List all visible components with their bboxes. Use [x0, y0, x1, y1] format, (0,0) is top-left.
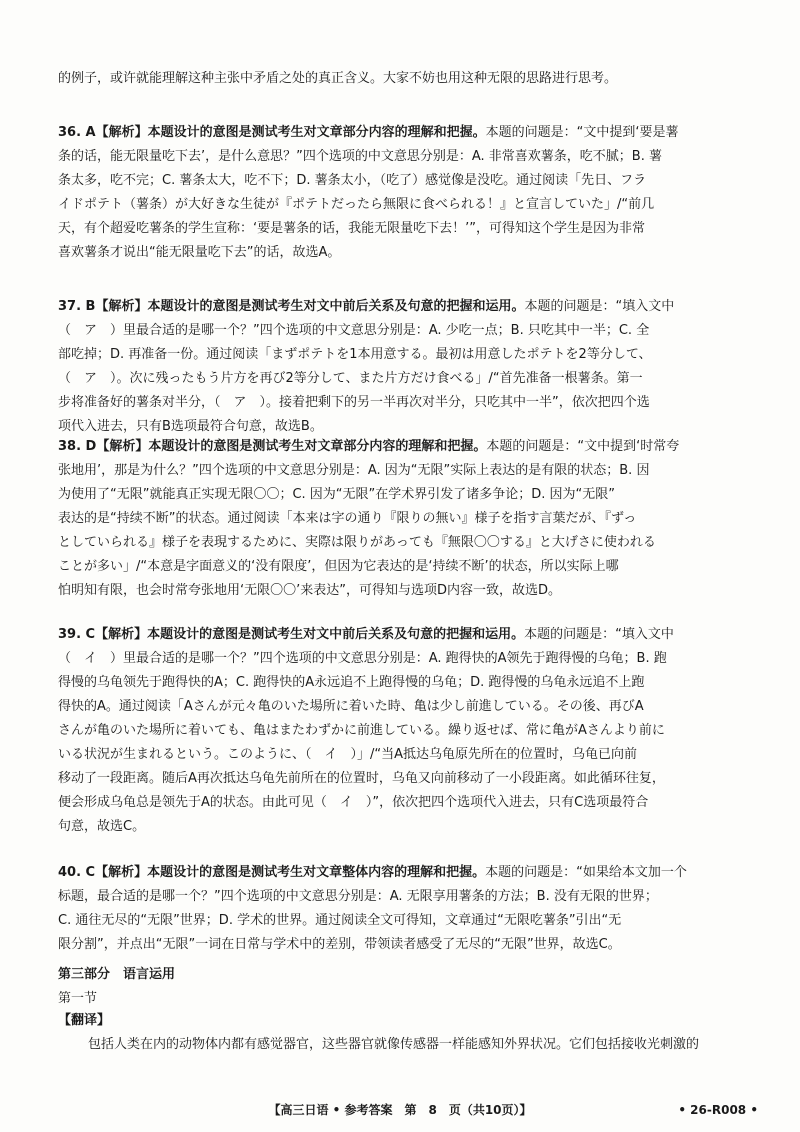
q38-line-1: 38. D【解析】本题设计的意图是测试考生对文章部分内容的理解和把握。本题的问题是：“文中提到‘时常夸 — [58, 439, 680, 454]
q37-line-3: 部吃掉；D. 再准备一份。通过阅读「まずポテトを1本用意する。最初は用意したポテトを2等分して、 — [58, 347, 652, 362]
q38-heading: 38. D【解析】本题设计的意图是测试考生对文章部分内容的理解和把握。 — [58, 439, 487, 454]
q36-line-5: 天，有个超爱吃薯条的学生宣称：‘要是薯条的话，我能无限量吃下去！’”，可得知这个学生是因为非常 — [58, 221, 646, 236]
q39-heading: 39. C【解析】本题设计的意图是测试考生对文中前后关系及句意的把握和运用。 — [58, 627, 525, 642]
q40-heading: 40. C【解析】本题设计的意图是测试考生对文章整体内容的理解和把握。 — [58, 865, 486, 880]
q39-line-4: 得快的A。通过阅读「Aさんが元々亀のいた場所に着いた時、亀は少し前進している。その後、再びA — [58, 699, 644, 714]
q40-line-4: 限分割”，并点出“无限”一词在日常与学术中的差别，带领读者感受了无尽的“无限”世界，故选C。 — [58, 937, 621, 952]
q37-line-1: 37. B【解析】本题设计的意图是测试考生对文中前后关系及句意的把握和运用。本题的问题是：“填入文中 — [58, 299, 675, 314]
q36-line-6: 喜欢薯条才说出“能无限量吃下去”的话，故选A。 — [58, 245, 341, 260]
q39-line-6: いる状況が生まれるという。このように、（ イ ）」/“当A抵达乌龟原先所在的位置时，乌龟已向前 — [58, 747, 638, 762]
translation-label: 【翻译】 — [58, 1013, 111, 1028]
q39-line-3: 得慢的乌龟领先于跑得快的A；C. 跑得快的A永远追不上跑得慢的乌龟；D. 跑得慢的乌龟永远追不上跑 — [58, 675, 645, 690]
q38-line-4: 表达的是“持续不断”的状态。通过阅读「本来は字の通り『限りの無い』様子を指す言葉だが、『ずっ — [58, 511, 637, 526]
section-heading: 第三部分 语言运用 — [58, 967, 176, 982]
q40-line-3: C. 通往无尽的“无限”世界；D. 学术的世界。通过阅读全文可得知，文章通过“无限吃薯条”引出“无 — [58, 913, 622, 928]
q40-line-2: 标题，最合适的是哪一个？”四个选项的中文意思分别是：A. 无限享用薯条的方法；B. 没有无限的世界； — [58, 889, 658, 904]
q39-line-7: 移动了一段距离。随后A再次抵达乌龟先前所在的位置时，乌龟又向前移动了一小段距离。如此循环往复， — [58, 771, 665, 786]
q39-line-8: 便会形成乌龟总是领先于A的状态。由此可见（ イ ）”，依次把四个选项代入进去，只有C选项最符合 — [58, 795, 649, 810]
q39-line-2: （ イ ）里最合适的是哪一个？”四个选项的中文意思分别是：A. 跑得快的A领先于跑得慢的乌龟；B. 跑 — [58, 651, 667, 666]
q40-line-1: 40. C【解析】本题设计的意图是测试考生对文章整体内容的理解和把握。本题的问题是：“如果给本文加一个 — [58, 865, 687, 880]
q36-line-1: 36. A【解析】本题设计的意图是测试考生对文章部分内容的理解和把握。本题的问题是：“文中提到‘要是薯 — [58, 125, 679, 140]
intro-line: 的例子，或许就能理解这种主张中矛盾之处的真正含义。大家不妨也用这种无限的思路进行思考。 — [58, 71, 618, 86]
q36-line-2: 条的话，能无限量吃下去’，是什么意思？”四个选项的中文意思分别是：A. 非常喜欢薯条，吃不腻；B. 薯 — [58, 149, 662, 164]
q38-line-6: ことが多い」/“本意是字面意义的‘没有限度’，但因为它表达的是‘持续不断’的状态，所以实际上哪 — [58, 559, 619, 574]
q39-line-9: 句意，故选C。 — [58, 819, 146, 834]
footer-title: 【高三日语 • 参考答案 第 8 页（共10页）】 — [268, 1103, 532, 1117]
subsection-heading: 第一节 — [58, 991, 98, 1006]
translation-line-1: 包括人类在内的动物体内都有感觉器官，这些器官就像传感器一样能感知外界状况。它们包括接收光刺激的 — [88, 1037, 700, 1052]
q38-line-3: 为使用了“无限”就能真正实现无限〇〇；C. 因为“无限”在学术界引发了诸多争论；D. 因为“无限” — [58, 487, 616, 502]
q36-line-3: 条太多，吃不完；C. 薯条太大，吃不下；D. 薯条太小，（吃了）感觉像是没吃。通过阅读「先日、フラ — [58, 173, 647, 188]
q37-line-6: 项代入进去，只有B选项最符合句意，故选B。 — [58, 419, 323, 434]
q38-line-7: 怕明知有限，也会时常夸张地用‘无限〇〇’来表达”，可得知与选项D内容一致，故选D。 — [58, 583, 562, 598]
q39-line-5: さんが亀のいた場所に着いても、亀はまたわずかに前進している。繰り返せば、常に亀がAさんより前に — [58, 723, 665, 738]
q36-line-4: イドポテト（薯条）が大好きな生徒が『ポテトだったら無限に食べられる！』と宣言していた」/“前几 — [58, 197, 655, 212]
q37-line-2: （ ア ）里最合适的是哪一个？”四个选项的中文意思分别是：A. 少吃一点；B. 只吃其中一半；C. 全 — [58, 323, 650, 338]
q39-line-1: 39. C【解析】本题设计的意图是测试考生对文中前后关系及句意的把握和运用。本题的问题是：“填入文中 — [58, 627, 674, 642]
q38-line-2: 张地用’，那是为什么？”四个选项的中文意思分别是：A. 因为“无限”实际上表达的是有限的状态；B. 因 — [58, 463, 650, 478]
q37-line-4: （ ア ）。次に残ったもう片方を再び2等分して、また片方だけ食べる」/“首先准备一根薯条。第一 — [58, 371, 643, 386]
q36-heading: 36. A【解析】本题设计的意图是测试考生对文章部分内容的理解和把握。 — [58, 125, 486, 140]
footer-code: • 26-R008 • — [678, 1103, 758, 1117]
q37-heading: 37. B【解析】本题设计的意图是测试考生对文中前后关系及句意的把握和运用。 — [58, 299, 525, 314]
q37-line-5: 步将准备好的薯条对半分，（ ア ）。接着把剩下的另一半再次对半分，只吃其中一半”，依次把四个选 — [58, 395, 650, 410]
q38-line-5: としていられる』様子を表現するために、実際は限りがあっても『無限〇〇する』と大げさに使われる — [58, 535, 656, 550]
